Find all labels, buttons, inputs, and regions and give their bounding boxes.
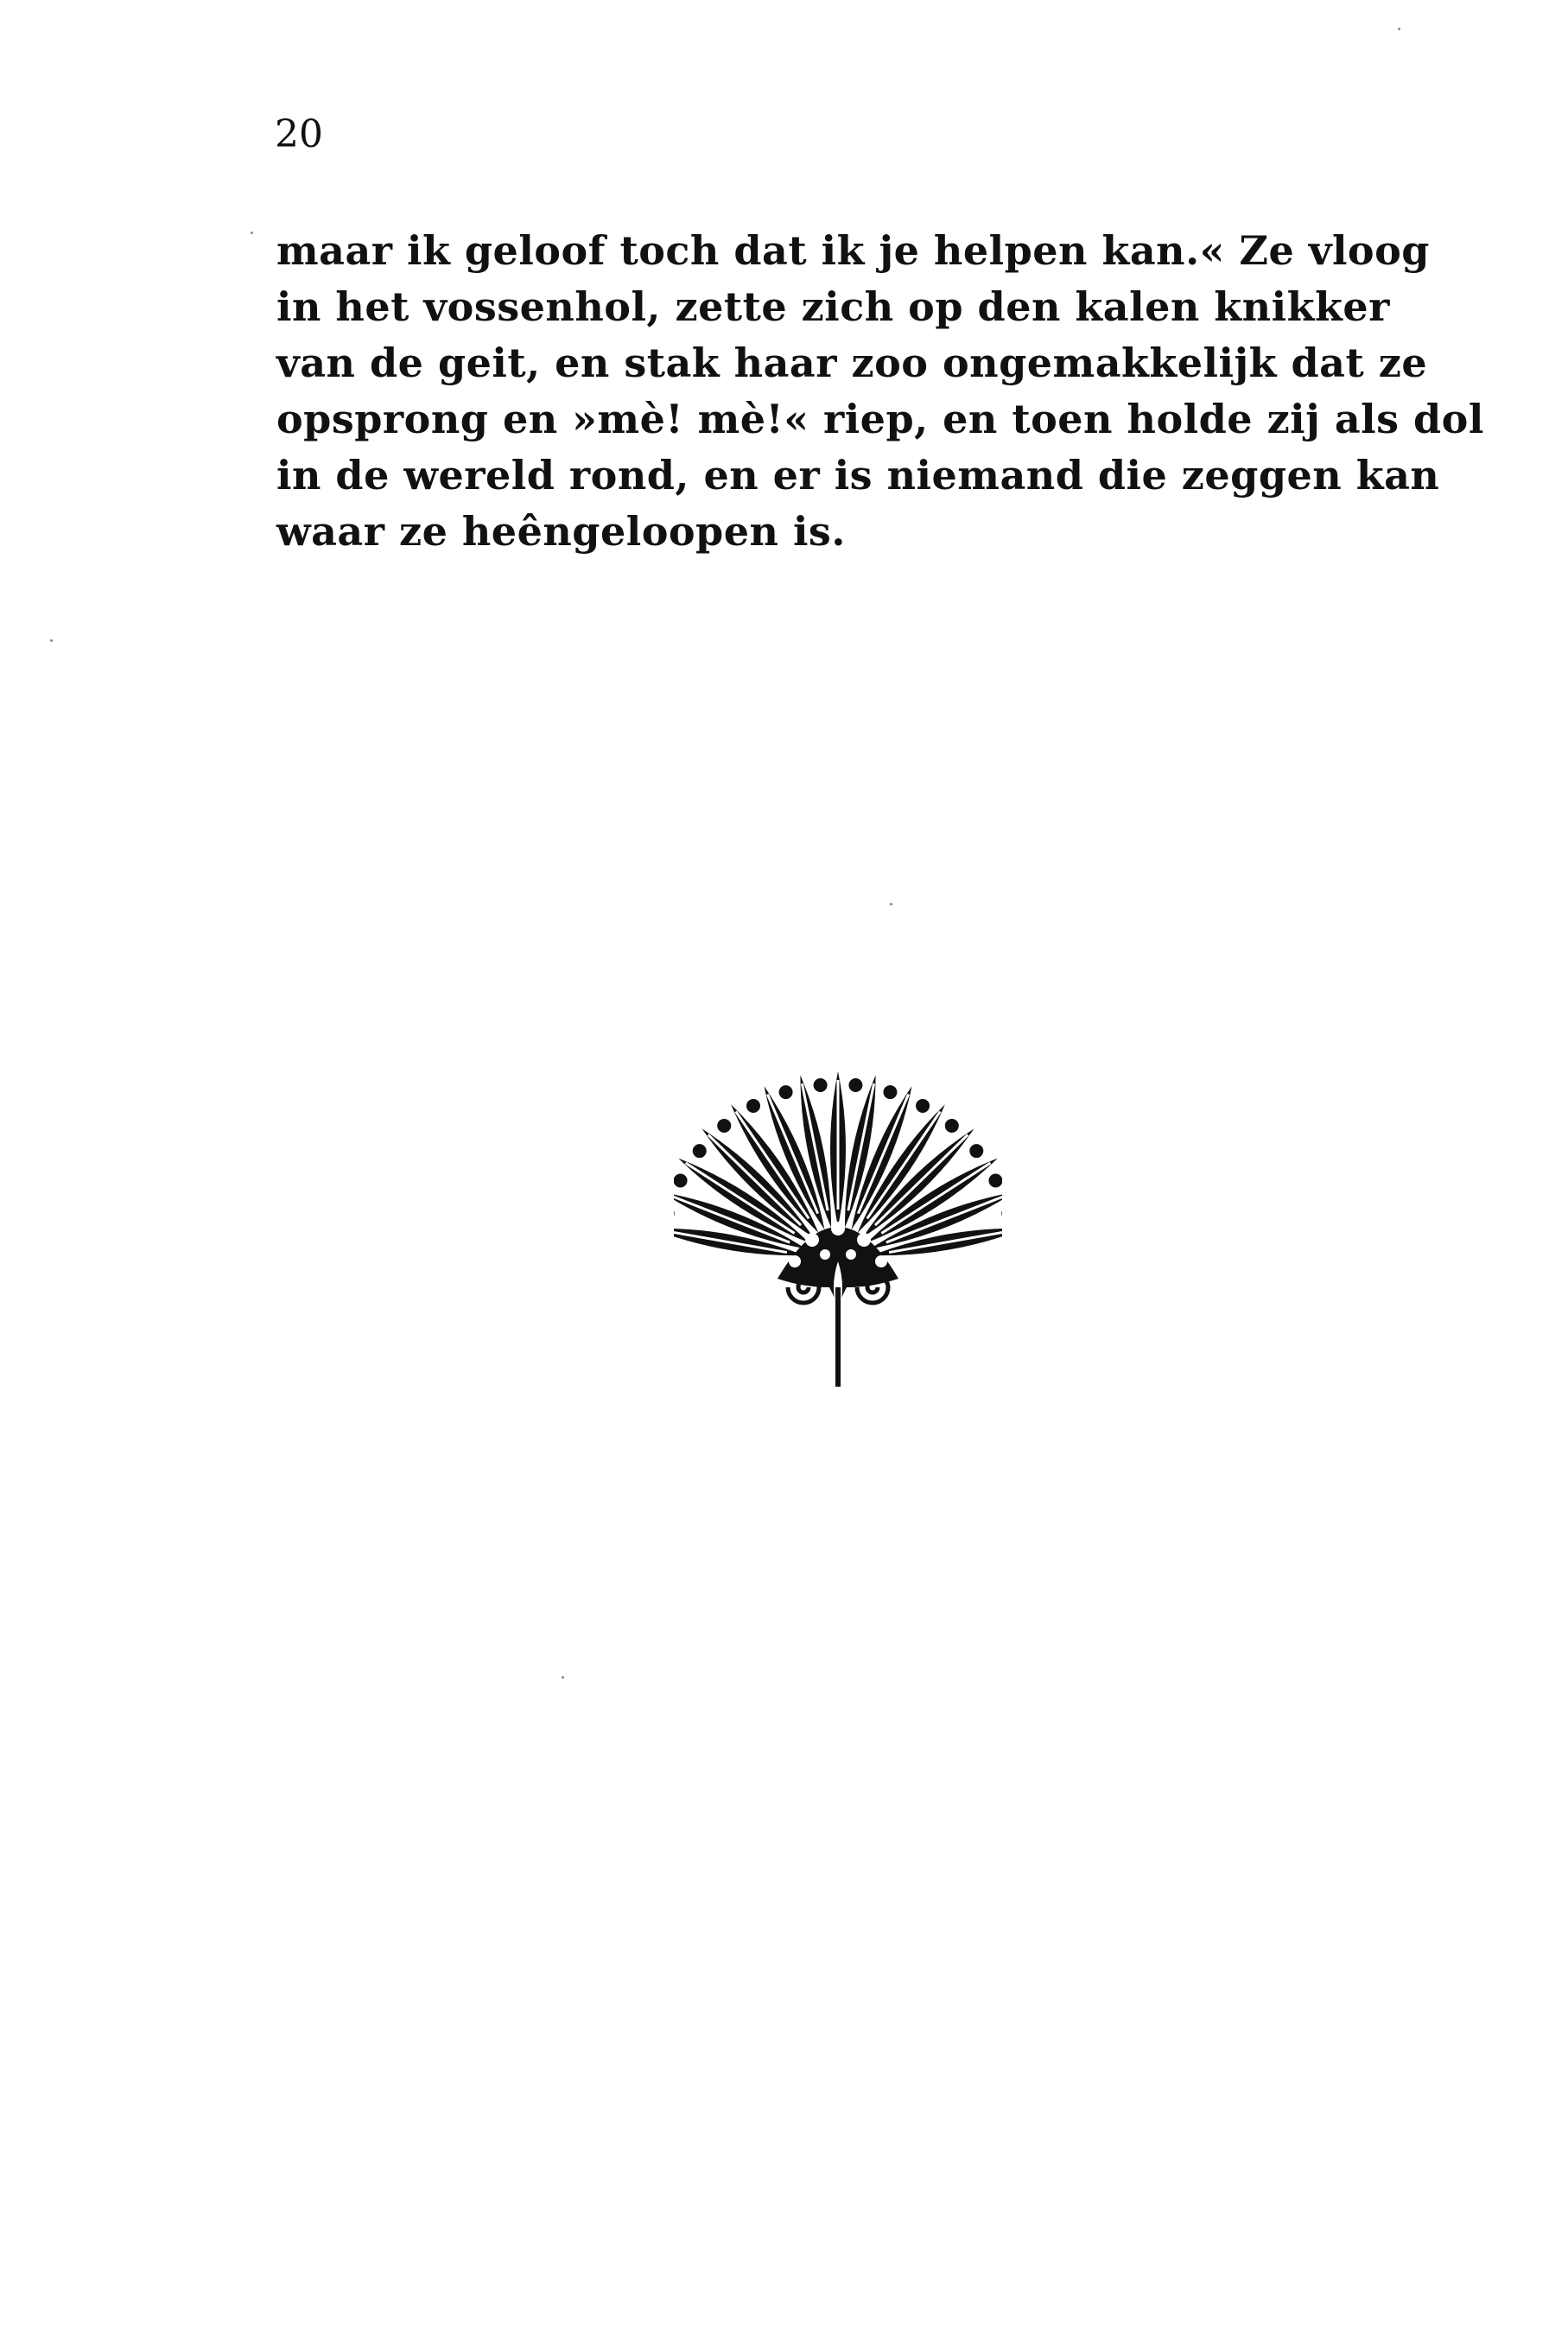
palmette-dot — [988, 1173, 1002, 1187]
body-text — [276, 223, 1484, 560]
palmette-dot — [674, 1206, 675, 1220]
paper-speck — [1398, 28, 1400, 30]
palmette-dot — [945, 1119, 959, 1133]
palmette-dot — [916, 1099, 930, 1113]
palmette-dot — [883, 1085, 897, 1099]
text-line: in de wereld rond, en er is niemand die zeggen kan — [276, 452, 1440, 499]
palmette-dot — [693, 1144, 707, 1158]
palmette-dot — [848, 1078, 862, 1092]
text-line: van de geit, en stak haar zoo ongemakkelijk dat ze — [276, 340, 1428, 386]
palmette-dot — [969, 1144, 983, 1158]
paper-speck — [562, 1676, 564, 1679]
palmette-dot — [717, 1119, 731, 1133]
palmette-dot — [674, 1173, 688, 1187]
text-line: opsprong en »mè! mè!« riep, en toen holde zij als dol — [276, 396, 1484, 442]
paper-speck — [50, 639, 53, 642]
palmette-dot — [1001, 1206, 1002, 1220]
palmette-flower-icon — [674, 1028, 1002, 1391]
page-number: 20 — [275, 112, 323, 156]
text-line: maar ik geloof toch dat ik je helpen kan.« Ze vloog — [276, 227, 1430, 274]
text-line: in het vossenhol, zette zich op den kalen knikker — [276, 283, 1390, 330]
palmette-dot — [746, 1099, 760, 1113]
palmette-dot — [779, 1085, 793, 1099]
paper-speck — [890, 903, 892, 905]
paper-speck — [251, 232, 253, 234]
text-line: waar ze heêngeloopen is. — [276, 508, 846, 555]
palmette-dot — [814, 1078, 828, 1092]
